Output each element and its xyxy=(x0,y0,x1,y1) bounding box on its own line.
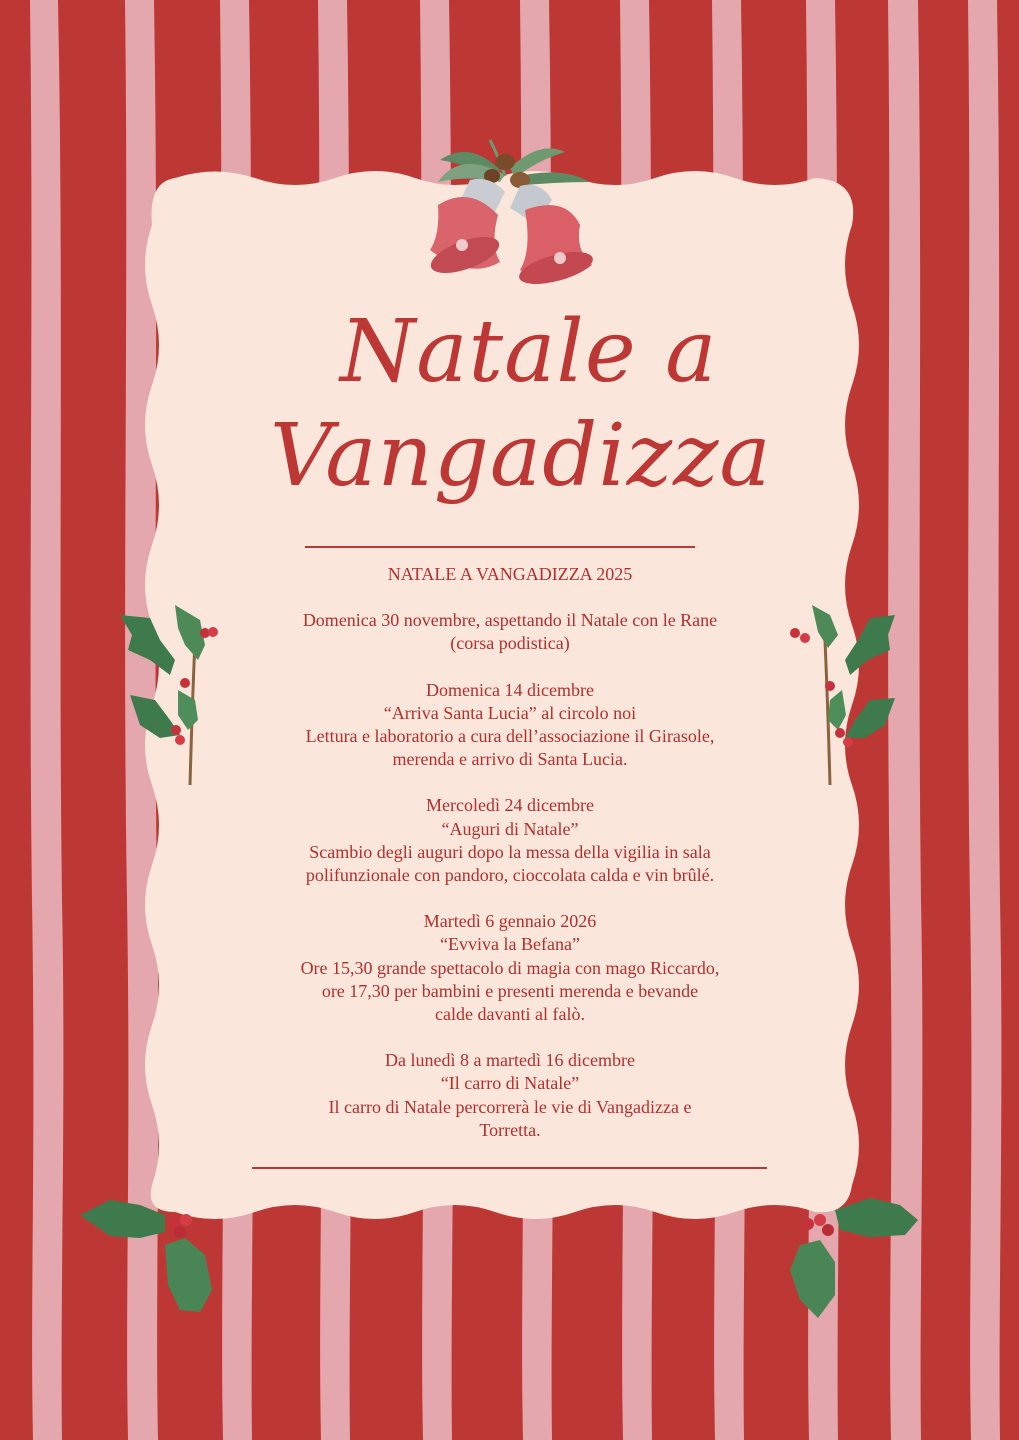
event-list xyxy=(220,563,800,1142)
title-line-1: Natale a xyxy=(340,302,718,402)
page-title xyxy=(230,300,790,508)
event-line: merenda e arrivo di Santa Lucia. xyxy=(392,749,628,770)
event-date: Mercoledì 24 dicembre xyxy=(426,795,594,816)
event-date: Martedì 6 gennaio 2026 xyxy=(423,911,597,932)
event-title: “Arriva Santa Lucia” al circolo noi xyxy=(383,702,637,723)
event-line: Lettura e laboratorio a cura dell’associazione il Girasole, xyxy=(305,726,715,747)
event-date: Domenica 14 dicembre xyxy=(426,679,594,700)
title-line-2: Vangadizza xyxy=(270,406,772,506)
event-line: ore 17,30 per bambini e presenti merenda e bevande xyxy=(321,980,699,1001)
event-line: Domenica 30 novembre, aspettando il Natale con le Rane xyxy=(302,610,718,631)
event-1 xyxy=(220,609,800,655)
event-line: (corsa podistica) xyxy=(450,633,570,654)
event-title: “Il carro di Natale” xyxy=(440,1073,580,1094)
divider-bottom xyxy=(252,1167,767,1169)
event-5 xyxy=(220,1049,800,1142)
event-line: calde davanti al falò. xyxy=(435,1004,585,1025)
event-4 xyxy=(220,910,800,1026)
event-2 xyxy=(220,679,800,772)
bells-icon xyxy=(426,140,596,290)
divider-top xyxy=(305,546,695,548)
event-date: Da lunedì 8 a martedì 16 dicembre xyxy=(385,1050,635,1071)
event-title: “Auguri di Natale” xyxy=(441,818,579,839)
event-line: Scambio degli auguri dopo la messa della vigilia in sala xyxy=(309,841,711,862)
event-line: polifunzionale con pandoro, cioccolata calda e vin brûlé. xyxy=(305,865,715,886)
event-line: Torretta. xyxy=(479,1119,541,1140)
subtitle: NATALE A VANGADIZZA 2025 xyxy=(387,564,633,584)
event-line: Il carro di Natale percorrerà le vie di Vangadizza e xyxy=(328,1096,692,1117)
event-3 xyxy=(220,794,800,887)
event-line: Ore 15,30 grande spettacolo di magia con mago Riccardo, xyxy=(300,957,720,978)
event-title: “Evviva la Befana” xyxy=(440,934,580,955)
